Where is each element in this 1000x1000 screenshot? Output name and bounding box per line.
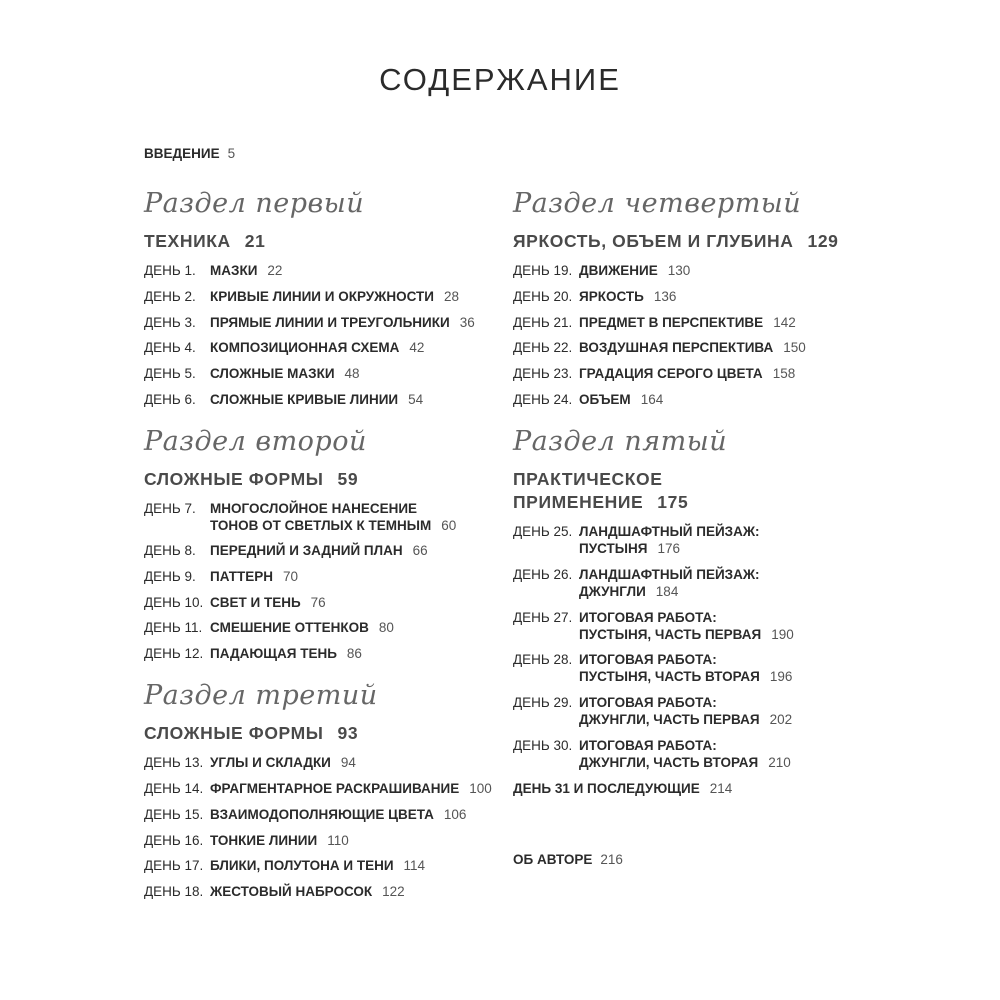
toc-entry-day-27[interactable] [513,609,873,643]
day-title: СВЕТ И ТЕНЬ [210,594,301,610]
toc-entry-day-11[interactable] [144,619,494,636]
toc-entry-intro[interactable] [144,146,235,161]
day-number: ДЕНЬ 5. [144,366,196,382]
day-title: КРИВЫЕ ЛИНИИ И ОКРУЖНОСТИ [210,288,434,304]
day-number: ДЕНЬ 1. [144,263,196,278]
toc-entry-day-25[interactable] [513,523,873,557]
day-title: ПРЯМЫЕ ЛИНИИ И ТРЕУГОЛЬНИКИ [210,314,450,330]
day-page: 114 [403,858,426,874]
day-number: ДЕНЬ 12. [144,646,204,662]
toc-entry-day-19[interactable] [513,262,873,279]
day-page: 36 [459,314,475,330]
toc-entry-day-23[interactable] [513,365,873,382]
day-number: ДЕНЬ 3. [144,314,196,330]
day-number: ДЕНЬ 10. [144,594,204,610]
day-number: ДЕНЬ 9. [144,568,196,584]
section-2 [144,422,494,662]
day-title-line-2: ДЖУНГЛИ, ЧАСТЬ ПЕРВАЯ [579,712,760,728]
day-title-line-1: ЛАНДШАФТНЫЙ ПЕЙЗАЖ: [579,523,760,539]
day-page: 86 [346,646,362,662]
day-number: ДЕНЬ 22. [513,340,573,356]
section-5-title-line-2: ПРИМЕНЕНИЕ [513,491,644,512]
day-number: ДЕНЬ 28. [513,652,573,668]
toc-entry-day-22[interactable] [513,339,873,356]
day-title: МАЗКИ [210,263,258,278]
day-number: ДЕНЬ 20. [513,288,573,304]
day-title: СМЕШЕНИЕ ОТТЕНКОВ [210,620,369,636]
toc-right-column [513,184,873,806]
day-title: ПАДАЮЩАЯ ТЕНЬ [210,646,337,662]
day-number: ДЕНЬ 6. [144,391,196,407]
about-label: ОБ АВТОРЕ [513,852,593,867]
section-5-title[interactable] [513,468,873,514]
day-page: 54 [408,391,424,407]
day-page: 70 [283,568,299,584]
day-page: 42 [409,340,425,356]
toc-entry-day-26[interactable] [513,566,873,600]
section-3-days [144,754,494,900]
day-page: 158 [772,366,796,382]
toc-entry-day-6[interactable] [144,391,494,408]
day-number: ДЕНЬ 21. [513,314,573,330]
day-title: ГРАДАЦИЯ СЕРОГО ЦВЕТА [579,366,763,382]
toc-entry-about-author[interactable] [513,852,623,867]
day-title: СЛОЖНЫЕ КРИВЫЕ ЛИНИИ [210,391,399,407]
day-number: ДЕНЬ 14. [144,780,204,796]
toc-entry-day-24[interactable] [513,391,873,408]
section-5-title-line-1: ПРАКТИЧЕСКОЕ [513,468,663,489]
day-number: ДЕНЬ 24. [513,391,573,407]
toc-entry-day-15[interactable] [144,806,494,823]
day-title: ПЕРЕДНИЙ И ЗАДНИЙ ПЛАН [210,542,403,558]
day-title-line-2: ПУСТЫНЯ, ЧАСТЬ ВТОРАЯ [579,669,760,685]
day-title-line-2: ПУСТЫНЯ, ЧАСТЬ ПЕРВАЯ [579,626,762,642]
section-1-title[interactable] [144,230,494,253]
day-number: ДЕНЬ 16. [144,832,204,848]
day-title-line-1: МНОГОСЛОЙНОЕ НАНЕСЕНИЕ [210,500,418,516]
day-title-line-2: ТОНОВ ОТ СВЕТЛЫХ К ТЕМНЫМ [210,517,432,533]
day-number: ДЕНЬ 30. [513,737,573,753]
day-title-line-1: ИТОГОВАЯ РАБОТА: [579,695,717,711]
section-5-page: 175 [657,491,689,512]
day-page: 142 [773,314,796,330]
day-title: ПРЕДМЕТ В ПЕРСПЕКТИВЕ [579,314,764,330]
day-title: УГЛЫ И СКЛАДКИ [210,755,331,771]
day-page: 28 [443,288,460,304]
day-number: ДЕНЬ 4. [144,340,196,356]
day-number: ДЕНЬ 7. [144,500,196,516]
day-page: 66 [412,542,428,558]
day-title: ВЗАИМОДОПОЛНЯЮЩИЕ ЦВЕТА [210,806,434,822]
day-title-line-1: ИТОГОВАЯ РАБОТА: [579,652,717,668]
toc-entry-day-20[interactable] [513,288,873,305]
day-page: 106 [443,806,467,822]
section-2-days [144,500,494,662]
section-3 [144,676,494,900]
intro-page: 5 [227,146,236,161]
day-title: ДЕНЬ 31 И ПОСЛЕДУЮЩИЕ [513,780,700,796]
day-title: СЛОЖНЫЕ МАЗКИ [210,366,335,382]
section-1-days [144,262,494,408]
toc-entry-day-29[interactable] [513,694,873,728]
day-title: КОМПОЗИЦИОННАЯ СХЕМА [210,340,400,356]
toc-entry-day-16[interactable] [144,832,494,849]
section-2-page: 59 [337,468,359,489]
day-title: ОБЪЕМ [579,391,631,407]
toc-entry-day-31[interactable] [513,780,873,797]
toc-entry-day-1[interactable] [144,262,494,279]
section-4-title[interactable] [513,230,873,253]
section-2-title-text: СЛОЖНЫЕ ФОРМЫ [144,468,324,489]
day-page: 48 [344,366,360,382]
day-title-line-1: ИТОГОВАЯ РАБОТА: [579,737,717,753]
day-title: БЛИКИ, ПОЛУТОНА И ТЕНИ [210,858,394,874]
day-number: ДЕНЬ 25. [513,523,573,539]
section-4 [513,184,873,408]
toc-entry-day-18[interactable] [144,883,494,900]
day-page: 202 [769,712,793,728]
section-4-script-heading: Раздел четвертый [513,188,802,219]
day-title: ФРАГМЕНТАРНОЕ РАСКРАШИВАНИЕ [210,780,460,796]
day-title-line-1: ИТОГОВАЯ РАБОТА: [579,609,717,625]
section-1-page: 21 [244,231,266,251]
toc-left-column [144,184,494,909]
day-title: ТОНКИЕ ЛИНИИ [210,832,318,848]
day-page: 76 [310,594,326,610]
day-page: 176 [657,540,680,556]
section-5 [513,422,873,797]
section-5-script-heading: Раздел пятый [513,425,728,457]
day-title-line-2: ДЖУНГЛИ [579,583,646,599]
section-1-script-heading: Раздел первый [144,188,365,219]
toc-entry-day-28[interactable] [513,651,873,685]
toc-entry-day-14[interactable] [144,780,494,797]
toc-entry-day-7[interactable] [144,500,494,534]
section-4-title-text: ЯРКОСТЬ, ОБЪЕМ И ГЛУБИНА [513,231,794,251]
day-page: 190 [771,626,794,642]
about-page: 216 [600,852,623,867]
section-1 [144,184,494,408]
day-page: 22 [267,263,283,278]
day-page: 196 [769,669,793,685]
day-page: 100 [469,780,492,796]
toc-entry-day-9[interactable] [144,568,494,585]
section-3-script-heading: Раздел третий [144,680,378,712]
section-3-title[interactable] [144,722,494,745]
day-title-line-2: ПУСТЫНЯ [579,540,648,556]
day-page: 184 [655,583,679,599]
day-number: ДЕНЬ 13. [144,755,204,771]
day-page: 150 [783,340,806,356]
day-number: ДЕНЬ 15. [144,806,204,822]
day-number: ДЕНЬ 2. [144,288,196,304]
toc-entry-day-10[interactable] [144,594,494,611]
day-page: 164 [640,391,664,407]
day-page: 110 [327,832,349,848]
day-number: ДЕНЬ 11. [144,620,203,636]
day-number: ДЕНЬ 8. [144,542,196,558]
day-title: ДВИЖЕНИЕ [579,263,658,278]
page-title: СОДЕРЖАНИЕ [379,62,621,97]
section-4-days [513,262,873,408]
day-title-line-1: ЛАНДШАФТНЫЙ ПЕЙЗАЖ: [579,566,760,582]
toc-entry-day-21[interactable] [513,314,873,331]
toc-entry-day-17[interactable] [144,857,494,874]
day-number: ДЕНЬ 18. [144,884,204,900]
day-title-line-2: ДЖУНГЛИ, ЧАСТЬ ВТОРАЯ [579,754,759,770]
day-number: ДЕНЬ 29. [513,695,573,711]
day-page: 80 [378,620,394,636]
day-number: ДЕНЬ 23. [513,366,573,382]
toc-entry-day-3[interactable] [144,314,494,331]
day-title: ПАТТЕРН [210,568,274,584]
day-page: 122 [382,884,405,900]
section-3-page: 93 [337,723,359,744]
section-4-page: 129 [807,231,839,251]
toc-entry-day-13[interactable] [144,754,494,771]
day-number: ДЕНЬ 17. [144,858,204,874]
day-number: ДЕНЬ 27. [513,609,573,625]
day-page: 136 [653,288,677,304]
day-title: ЯРКОСТЬ [579,288,644,304]
day-page: 94 [340,755,356,771]
toc-entry-day-2[interactable] [144,288,494,305]
section-3-title-text: СЛОЖНЫЕ ФОРМЫ [144,723,324,744]
day-number: ДЕНЬ 26. [513,566,573,582]
section-1-title-text: ТЕХНИКА [144,231,231,251]
toc-entry-day-5[interactable] [144,365,494,382]
toc-entry-day-4[interactable] [144,339,494,356]
day-page: 210 [768,754,791,770]
day-number: ДЕНЬ 19. [513,263,573,278]
toc-entry-day-12[interactable] [144,645,494,662]
day-page: 130 [667,263,691,278]
intro-label: ВВЕДЕНИЕ [144,146,220,161]
toc-entry-day-30[interactable] [513,737,873,771]
day-page: 60 [441,517,457,533]
section-2-title[interactable] [144,468,494,491]
day-page: 214 [709,780,733,796]
day-title: ВОЗДУШНАЯ ПЕРСПЕКТИВА [579,340,774,356]
toc-entry-day-8[interactable] [144,542,494,559]
section-5-days [513,523,873,797]
day-title: ЖЕСТОВЫЙ НАБРОСОК [210,884,373,900]
section-2-script-heading: Раздел второй [144,425,367,457]
